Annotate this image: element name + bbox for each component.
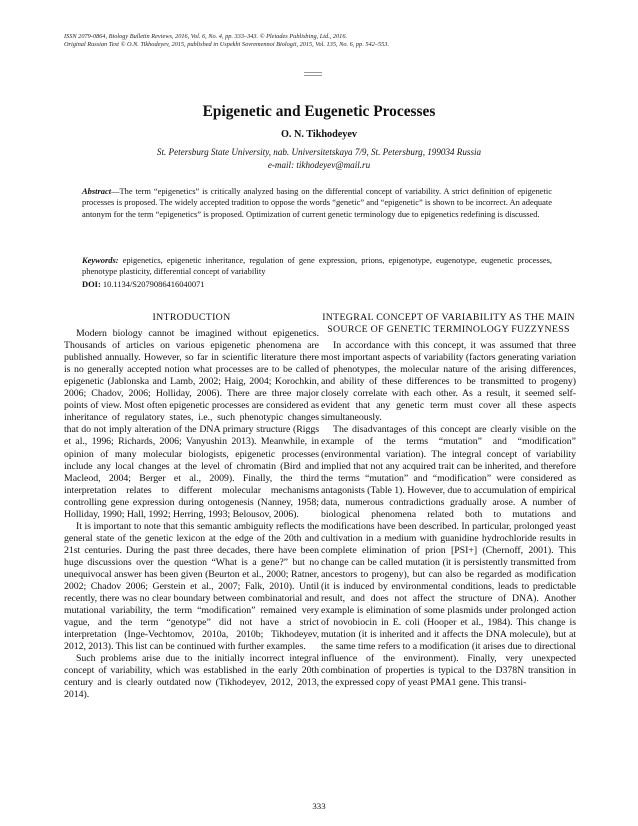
paragraph: Such problems arise due to the initially incorrect integral concept of variability, which was established in the early 20th century and is clearly outdated now (Tikhodeyev, 2012, 2013, 2014).	[64, 653, 319, 701]
paragraph: The disadvantages of this concept are clearly visible on the example of the terms “mutation” and “modification” (environmental variation). The integral concept of variability implied that not any acquired trait can be inherited, and therefore the terms “mutation” and “modification” were considered as antagonists (Table 1). However, due to accumulation of empirical data, numerous contradictions gradually arose. A number of biological phenomena related both to mutations and modifications have been described. In particular, prolonged yeast cultivation in a medium with guanidine hydrochloride results in complete elimination of prion [PSI+] (Chernoff, 2001). This change can be called mutation (it is persistently transmitted from ancestors to progeny), but can also be regarded as modification (it is induced by environmental conditions, leads to predictable result, and does not affect the structure of DNA). Another example is elimination of some plasmids under prolonged action of novobiocin in E. coli (Hooper et al., 1984). This change is mutation (it is inherited and it affects the DNA molecule), but at the same time refers to a modification (it arises due to directional influence of the environment). Finally, very unexpected combination of properties is typical to the D378N transition in the expressed copy of yeast PMA1 gene. This transi-	[321, 424, 576, 689]
journal-header-line-1: ISSN 2079-0864, Biology Bulletin Reviews, 2016, Vol. 6, No. 4, pp. 333–343. © Pleiades Publishing, Ltd., 2016.	[64, 33, 348, 40]
author-email: e-mail: tikhodeyev@mail.ru	[267, 159, 371, 170]
header-divider-top	[304, 72, 322, 73]
doi-label: DOI:	[82, 279, 101, 289]
right-column	[321, 312, 576, 689]
section-heading-integral-concept: INTEGRAL CONCEPT OF VARIABILITY AS THE MAIN SOURCE OF GENETIC TERMINOLOGY FUZZYNESS	[322, 312, 575, 336]
article-author: O. N. Tikhodeyev	[280, 129, 358, 140]
keywords	[82, 255, 552, 278]
journal-header-line-2: Original Russian Text © O.N. Tikhodeyev, 2015, published in Uspekhi Sovremennoi Biologii, 2015, Vol. 135, No. 6, pp. 542–553.	[64, 41, 389, 49]
article-title: Epigenetic and Eugenetic Processes	[202, 103, 436, 120]
keywords-label: Keywords:	[82, 255, 119, 265]
journal-header	[64, 33, 584, 50]
abstract-text: —The term “epigenetics” is critically analyzed basing on the differential concept of variability. A strict definition of epigenetic processes is proposed. The widely accepted tradition to oppose the words “genetic” and “epigenetic” is shown to be incorrect. An adequate antonym for the term “epigenetics” is proposed. Optimization of current genetic terminology due to epigenetics redefining is discussed.	[82, 186, 552, 219]
paragraph: It is important to note that this semantic ambiguity reflects the general state of the genetic lexicon at the edge of the 20th and 21st centuries. During the past three decades, there have been huge discussions over the question “What is a gene?” but no unequivocal answer has been given (Beurton et al., 2000; Ratner, 2002; Chadov 2006; Gerstein et al., 2007; Falk, 2010). Until recently, there was no clear boundary between combinatorial and mutational variability, the term “modification” remained very vague, and the term “genotype” did not have a strict interpretation (Inge-Vechtomov, 2010a, 2010b; Tikhodeyev, 2012, 2013). This list can be continued with further examples.	[64, 520, 319, 653]
section-heading-introduction: INTRODUCTION	[152, 312, 231, 323]
paragraph: Modern biology cannot be imagined without epigenetics. Thousands of articles on various epigenetic phenomena are published annually. However, so far in scientific literature there is no generally accepted notion what processes are to be called epigenetic (Jablonska and Lamb, 2002; Haig, 2004; Korochkin, 2006; Chadov, 2006; Holliday, 2006). There are three major points of view. Most often epigenetic processes are considered as inheritance of regulatory states, i.e., such phenotypic changes that do not imply alteration of the DNA primary structure (Riggs et al., 1996; Richards, 2006; Vanyushin 2013). Meanwhile, in opinion of many molecular biologists, epigenetic processes include any local changes at the level of chromatin (Bird and Macleod, 2004; Berger et al., 2009). Finally, the third interpretation relates to different molecular mechanisms controlling gene expression during ontogenesis (Nanney, 1958; Holliday, 1990; Hall, 1992; Herring, 1993; Belousov, 2006).	[64, 328, 319, 520]
doi-value: 10.1134/S2079086416040071	[100, 279, 205, 289]
left-column	[64, 312, 319, 702]
doi	[82, 279, 552, 290]
page-number: 333	[312, 801, 326, 811]
author-affiliation-block	[64, 146, 574, 171]
abstract	[82, 186, 552, 220]
header-divider-bottom	[304, 75, 322, 76]
keywords-text: epigenetics, epigenetic inheritance, regulation of gene expression, prions, epigenotype, eugenotype, eugenetic processes, phenotype plasticity, differential concept of variability	[82, 255, 552, 277]
author-affiliation: St. Petersburg State University, nab. Universitetskaya 7/9, St. Petersburg, 199034 Russia	[156, 147, 482, 157]
abstract-label: Abstract	[82, 186, 112, 196]
paragraph: In accordance with this concept, it was assumed that three most important aspects of variability (factors generating variation of phenotypes, the molecular nature of the arising differences, and ability of these differences to be transmitted to progeny) closely correlate with each other. As a result, it seemed self-evident that any genetic term must cover all these aspects simultaneously.	[321, 340, 576, 424]
